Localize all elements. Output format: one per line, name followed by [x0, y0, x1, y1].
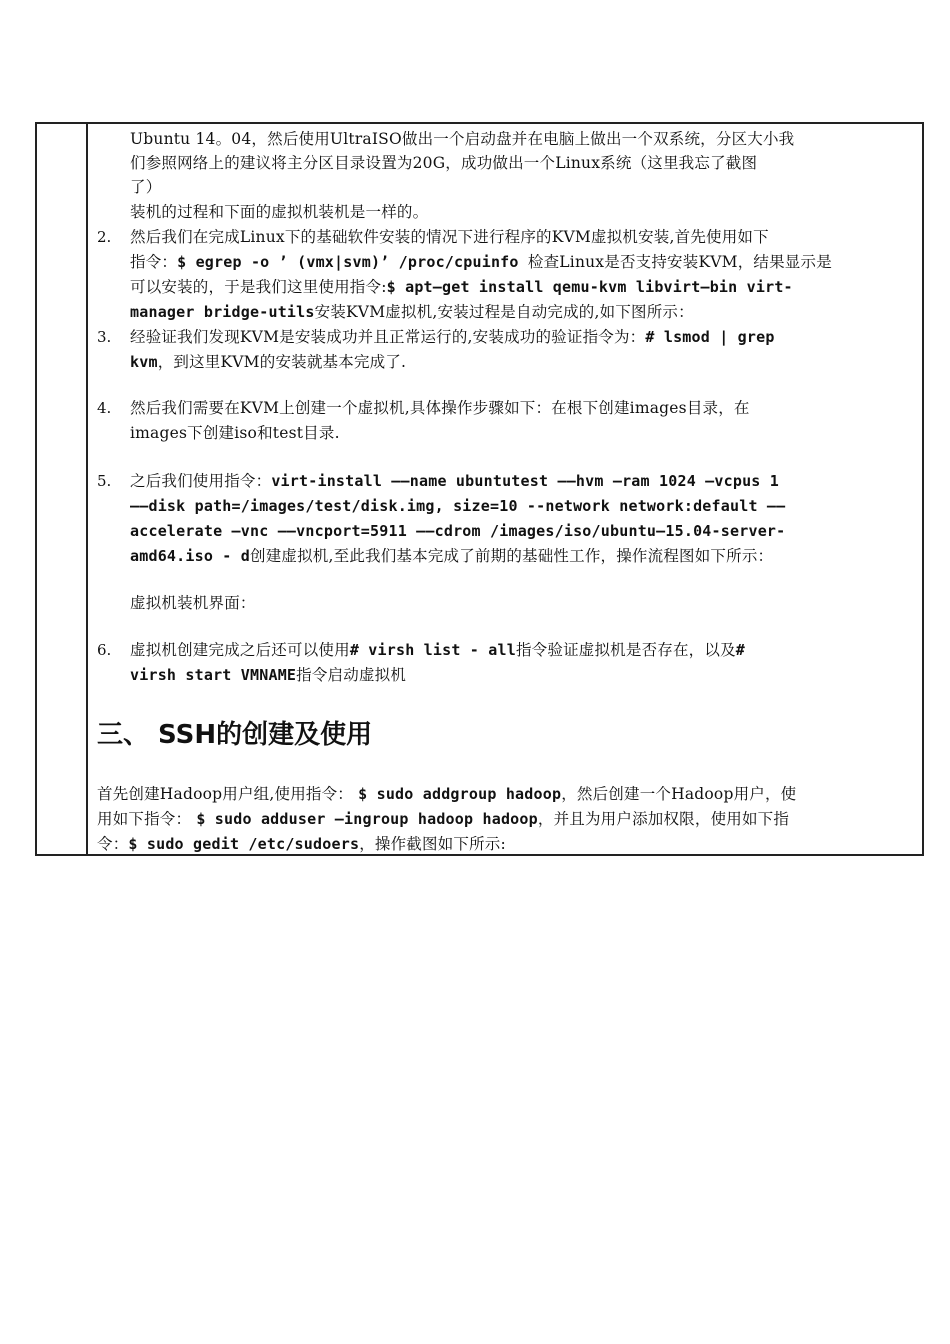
- list-number: 2.: [97, 228, 112, 246]
- command-text: amd64.iso - d: [130, 547, 250, 565]
- command-text: $ apt—get install qemu-kvm libvirt—bin virt-: [386, 278, 793, 296]
- text-line-20: [97, 782, 796, 806]
- list-number: 3.: [97, 328, 112, 346]
- command-text: # lsmod | grep: [645, 328, 775, 346]
- text-line-10: [130, 350, 406, 374]
- command-text: $ sudo addgroup hadoop: [358, 785, 562, 803]
- body-text: images下创建iso和test目录.: [130, 424, 340, 442]
- text-line-5: [130, 225, 769, 249]
- body-text: 指令：: [130, 253, 178, 271]
- command-text: $ egrep -o ’ (vmx|svm)’ /proc/cpuinfo: [177, 253, 528, 271]
- body-text: 了）: [130, 178, 162, 196]
- text-line-12: [130, 421, 340, 445]
- text-line-11: [130, 396, 750, 420]
- body-text: ，操作截图如下所示:: [359, 835, 506, 853]
- text-line-4: [130, 200, 428, 224]
- body-text: ，并且为用户添加权限，使用如下指: [537, 810, 790, 828]
- text-line-17: [130, 591, 256, 615]
- text-line-8: [130, 300, 694, 324]
- body-text: 们参照网络上的建议将主分区目录设置为20G，成功做出一个Linux系统（这里我忘了截图: [130, 154, 758, 172]
- text-line-19: [130, 663, 406, 687]
- section-heading: 三、 SSH的创建及使用: [97, 720, 373, 750]
- text-line-6: [130, 250, 832, 274]
- list-number: 5.: [97, 472, 112, 490]
- text-line-13: [130, 469, 779, 493]
- command-text: virt-install ——name ubuntutest ——hvm —ram 1024 —vcpus 1: [271, 472, 780, 490]
- text-line-18: [130, 638, 745, 662]
- body-text: 虚拟机创建完成之后还可以使用: [130, 641, 350, 659]
- body-text: 指令启动虚拟机: [296, 666, 407, 684]
- command-text: $ sudo gedit /etc/sudoers: [128, 835, 360, 853]
- body-text: Ubuntu 14。04，然后使用UltraISO做出一个启动盘并在电脑上做出一个双系统，分区大小我: [130, 130, 795, 148]
- text-line-3: [130, 175, 161, 199]
- content-cell: [88, 124, 922, 854]
- left-column: [37, 124, 87, 854]
- body-text: 安装KVM虚拟机,安装过程是自动完成的,如下图所示：: [314, 303, 694, 321]
- text-line-1: [130, 127, 794, 151]
- document-table: [35, 122, 924, 856]
- command-text: #: [735, 641, 746, 659]
- body-text: 用如下指令：: [97, 810, 197, 828]
- text-line-22: [97, 832, 506, 856]
- body-text: 指令验证虚拟机是否存在，以及: [515, 641, 736, 659]
- body-text: 经验证我们发现KVM是安装成功并且正常运行的,安装成功的验证指令为：: [130, 328, 646, 346]
- body-text: 装机的过程和下面的虚拟机装机是一样的。: [130, 203, 429, 221]
- text-line-9: [130, 325, 775, 349]
- text-line-7: [130, 275, 793, 299]
- body-text: 令：: [97, 835, 129, 853]
- body-text: 首先创建Hadoop用户组,使用指令：: [97, 785, 359, 803]
- text-line-16: [130, 544, 773, 568]
- body-text: 之后我们使用指令：: [130, 472, 272, 490]
- command-text: $ sudo adduser —ingroup hadoop hadoop: [196, 810, 538, 828]
- command-text: ——disk path=/images/test/disk.img, size=10 --network network:default ——: [130, 497, 786, 515]
- command-text: kvm: [130, 353, 158, 371]
- body-text: 创建虚拟机,至此我们基本完成了前期的基础性工作，操作流程图如下所示：: [250, 547, 774, 565]
- body-text: 然后我们需要在KVM上创建一个虚拟机,具体操作步骤如下：在根下创建images目录，在: [130, 399, 750, 417]
- command-text: # virsh list - all: [349, 641, 516, 659]
- body-text: 虚拟机装机界面：: [130, 594, 256, 612]
- body-text: ，然后创建一个Hadoop用户，使: [561, 785, 797, 803]
- command-text: manager bridge-utils: [130, 303, 315, 321]
- list-number: 6.: [97, 641, 112, 659]
- text-line-14: [130, 494, 785, 518]
- command-text: virsh start VMNAME: [130, 666, 297, 684]
- body-text: ，到这里KVM的安装就基本完成了.: [157, 353, 407, 371]
- text-line-21: [97, 807, 789, 831]
- body-text: 检查Linux是否支持安装KVM，结果显示是: [527, 253, 832, 271]
- list-number: 4.: [97, 399, 112, 417]
- body-text: 可以安装的，于是我们这里使用指令:: [130, 278, 387, 296]
- body-text: 然后我们在完成Linux下的基础软件安装的情况下进行程序的KVM虚拟机安装,首先使用如下: [130, 228, 769, 246]
- text-line-15: [130, 519, 785, 543]
- command-text: accelerate —vnc ——vncport=5911 ——cdrom /images/iso/ubuntu—15.04-server-: [130, 522, 786, 540]
- text-line-2: [130, 151, 757, 175]
